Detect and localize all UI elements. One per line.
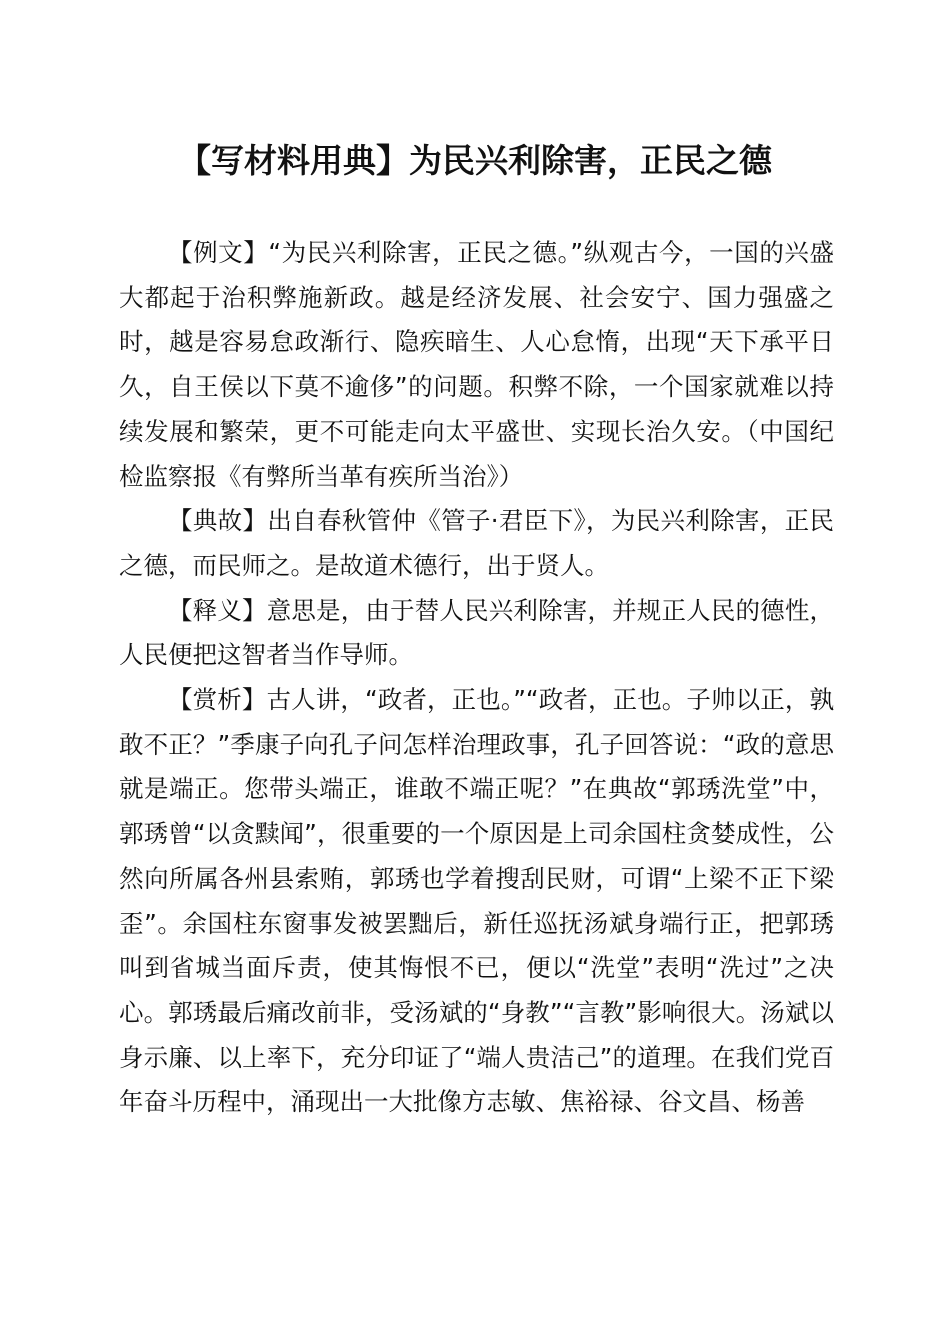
paragraph-text: 出自春秋管仲《管子·君臣下》，为民兴利除害，正民之德，而民师之。是故道术德行，出于贤人。	[119, 506, 834, 580]
document-title: 【写材料用典】为民兴利除害，正民之德	[178, 141, 772, 180]
document-body	[119, 231, 834, 1125]
paragraph-label: 【例文】	[168, 238, 269, 267]
paragraph-appreciation	[119, 678, 834, 1125]
paragraph-label: 【释义】	[168, 595, 267, 625]
paragraph-text: 意思是，由于替人民兴利除害，并规正人民的德性，人民便把这智者当作导师。	[119, 595, 835, 670]
paragraph-allusion	[119, 499, 834, 588]
paragraph-text: “为民兴利除害，正民之德。”纵观古今，一国的兴盛大都起于治积弊施新政。越是经济发展、社会安宁、国力强盛之时，越是容易怠政渐行、隐疾暗生、人心怠惰，出现“天下承平日久，自王侯以下莫不逾侈”的问题。积弊不除，一个国家就难以持续发展和繁荣，更不可能走向太平盛世、实现长治久安。（中国纪检监察报《有弊所当革有疾所当治》）	[119, 238, 835, 491]
paragraph-example	[119, 231, 834, 499]
paragraph-label: 【典故】	[168, 506, 268, 536]
paragraph-interpretation	[119, 589, 834, 678]
paragraph-label: 【赏析】	[168, 685, 267, 715]
paragraph-text: 古人讲，“政者，正也。”“政者，正也。子帅以正，孰敢不正？”季康子向孔子问怎样治理政事，孔子回答说：“政的意思就是端正。您带头端正，谁敢不端正呢？”在典故“郭琇洗堂”中，郭琇曾“以贪黩闻”，很重要的一个原因是上司余国柱贪婪成性，公然向所属各州县索贿，郭琇也学着搜刮民财，可谓“上梁不正下梁歪”。余国柱东窗事发被罢黜后，新任巡抚汤斌身端行正，把郭琇叫到省城当面斥责，使其悔恨不已，便以“洗堂”表明“洗过”之决心。郭琇最后痛改前非，受汤斌的“身教”“言教”影响很大。汤斌以身示廉、以上率下，充分印证了“端人贵洁己”的道理。在我们党百年奋斗历程中，涌现出一大批像方志敏、焦裕禄、谷文昌、杨善	[119, 685, 835, 1117]
